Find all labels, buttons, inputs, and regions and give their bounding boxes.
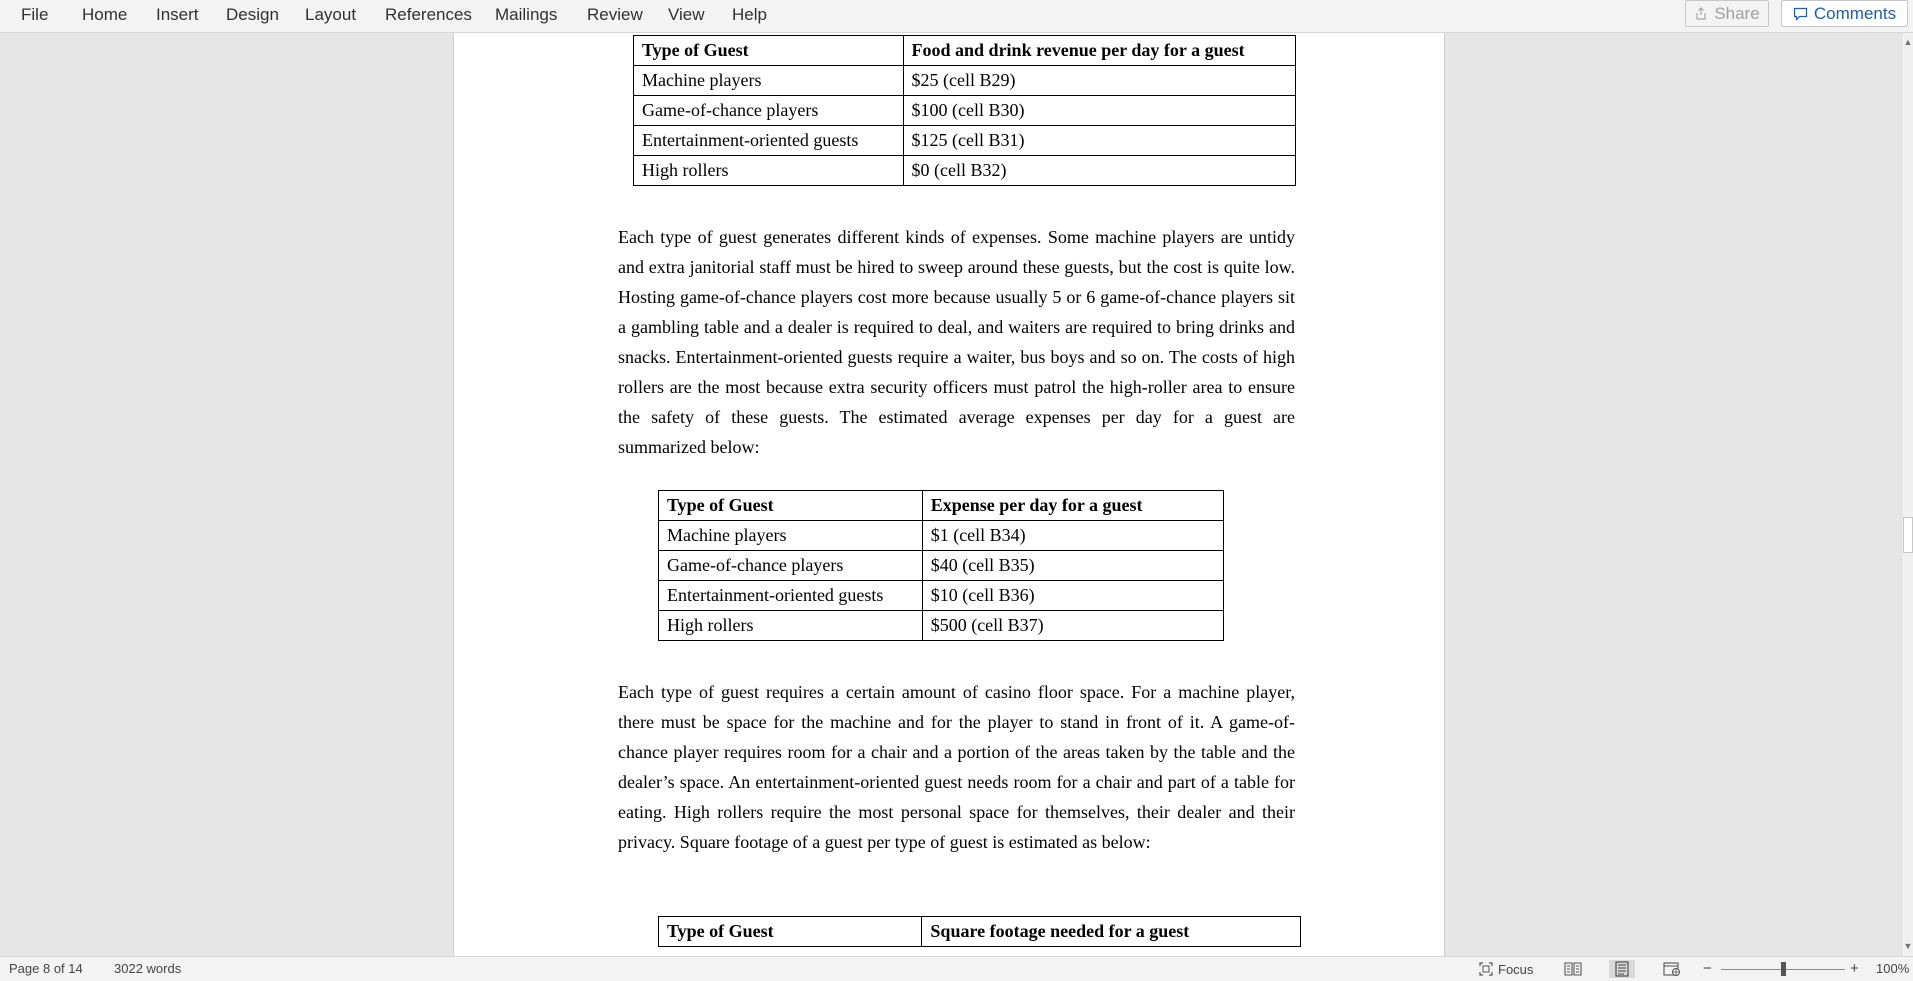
table-cell: Game-of-chance players: [659, 551, 923, 581]
zoom-slider-thumb[interactable]: [1781, 962, 1786, 976]
menu-help[interactable]: Help: [732, 5, 767, 24]
focus-label: Focus: [1498, 961, 1534, 977]
share-button[interactable]: [1685, 0, 1769, 27]
table-cell: Entertainment-oriented guests: [634, 126, 904, 156]
comment-icon: [1793, 7, 1808, 21]
share-label: Share: [1714, 3, 1760, 23]
table-cell: High rollers: [634, 156, 904, 186]
table-row: [634, 66, 1296, 96]
menu-home[interactable]: Home: [82, 5, 128, 24]
read-mode-button[interactable]: [1564, 960, 1582, 978]
web-layout-button[interactable]: [1663, 960, 1681, 978]
zoom-in-button[interactable]: +: [1850, 960, 1859, 977]
table-header-cell: Food and drink revenue per day for a guest: [903, 36, 1295, 66]
table-header-row: [659, 491, 1224, 521]
table-header-cell: Expense per day for a guest: [922, 491, 1223, 521]
word-count[interactable]: 3022 words: [114, 961, 182, 976]
table-header-cell: Type of Guest: [634, 36, 904, 66]
zoom-level[interactable]: 100%: [1876, 961, 1910, 976]
menu-design[interactable]: Design: [226, 5, 279, 24]
print-layout-icon: [1614, 961, 1630, 977]
menu-references[interactable]: References: [385, 5, 472, 24]
table-row: [634, 126, 1296, 156]
menu-bar: [0, 0, 1913, 33]
read-mode-icon: [1564, 961, 1582, 977]
table-header-row: [659, 917, 1301, 947]
table-cell: $1 (cell B34): [922, 521, 1223, 551]
menu-insert[interactable]: Insert: [156, 5, 199, 24]
table-cell: $40 (cell B35): [922, 551, 1223, 581]
table-row: [634, 156, 1296, 186]
scroll-up-arrow-icon[interactable]: ▲: [1903, 37, 1913, 47]
table-cell: $125 (cell B31): [903, 126, 1295, 156]
table-cell: $25 (cell B29): [903, 66, 1295, 96]
table-header-cell: Type of Guest: [659, 491, 923, 521]
focus-icon: [1478, 961, 1494, 977]
table-row: [659, 551, 1224, 581]
table-cell: Machine players: [659, 521, 923, 551]
share-icon: [1694, 7, 1708, 21]
table-cell: $500 (cell B37): [922, 611, 1223, 641]
expenses-paragraph: Each type of guest generates different kinds of expenses. Some machine players are untidy and extra janitorial staff must be hired to sweep around these guests, but the cost is quite low. Hosting game-of-chance players cost more because usually 5 or 6 game-of-chance players sit a gambling table and a dealer is required to deal, and waiters are required to bring drinks and snacks. Entertainment-oriented guests require a waiter, bus boys and so on. The costs of high rollers are the most because extra security officers must patrol the high-roller area to ensure the safety of these guests. The estimated average expenses per day for a guest are summarized below:: [618, 227, 1295, 457]
table-cell: Machine players: [634, 66, 904, 96]
table-cell: $100 (cell B30): [903, 96, 1295, 126]
table-header-cell: Type of Guest: [659, 917, 922, 947]
comments-button[interactable]: [1781, 0, 1908, 27]
table-row: [634, 96, 1296, 126]
comments-label: Comments: [1813, 3, 1897, 23]
expense-table[interactable]: [658, 490, 1224, 641]
scroll-down-arrow-icon[interactable]: ▼: [1903, 941, 1913, 951]
document-page[interactable]: [453, 33, 1445, 956]
table-header-row: [634, 36, 1296, 66]
print-layout-button[interactable]: [1609, 960, 1635, 978]
table-row: [659, 581, 1224, 611]
vertical-scrollbar[interactable]: [1901, 33, 1913, 956]
table-cell: High rollers: [659, 611, 923, 641]
menu-review[interactable]: Review: [587, 5, 643, 24]
web-layout-icon: [1663, 961, 1681, 977]
table-cell: Entertainment-oriented guests: [659, 581, 923, 611]
menu-file[interactable]: File: [21, 5, 49, 24]
scrollbar-thumb[interactable]: [1903, 517, 1913, 553]
document-area[interactable]: [0, 33, 1901, 956]
table-cell: Game-of-chance players: [634, 96, 904, 126]
zoom-out-button[interactable]: −: [1703, 960, 1712, 977]
focus-button[interactable]: [1478, 960, 1533, 978]
table-header-cell: Square footage needed for a guest: [922, 917, 1301, 947]
menu-mailings[interactable]: Mailings: [495, 5, 558, 24]
floor-space-paragraph: Each type of guest requires a certain amount of casino floor space. For a machine player, there must be space for the machine and for the player to stand in front of it. A game-of-chance player requires room for a chair and a portion of the areas taken by the table and the dealer’s space. An entertainment-oriented guest needs room for a chair and part of a table for eating. High rollers require the most personal space for themselves, their dealer and their privacy. Square footage of a guest per type of guest is estimated as below:: [618, 682, 1295, 852]
revenue-table[interactable]: [633, 35, 1296, 186]
status-bar: [0, 956, 1913, 981]
menu-view[interactable]: View: [668, 5, 705, 24]
table-row: [659, 521, 1224, 551]
menu-layout[interactable]: Layout: [305, 5, 357, 24]
table-row: [659, 611, 1224, 641]
table-cell: $10 (cell B36): [922, 581, 1223, 611]
square-footage-table[interactable]: [658, 916, 1301, 947]
page-count[interactable]: Page 8 of 14: [9, 961, 83, 976]
table-cell: $0 (cell B32): [903, 156, 1295, 186]
